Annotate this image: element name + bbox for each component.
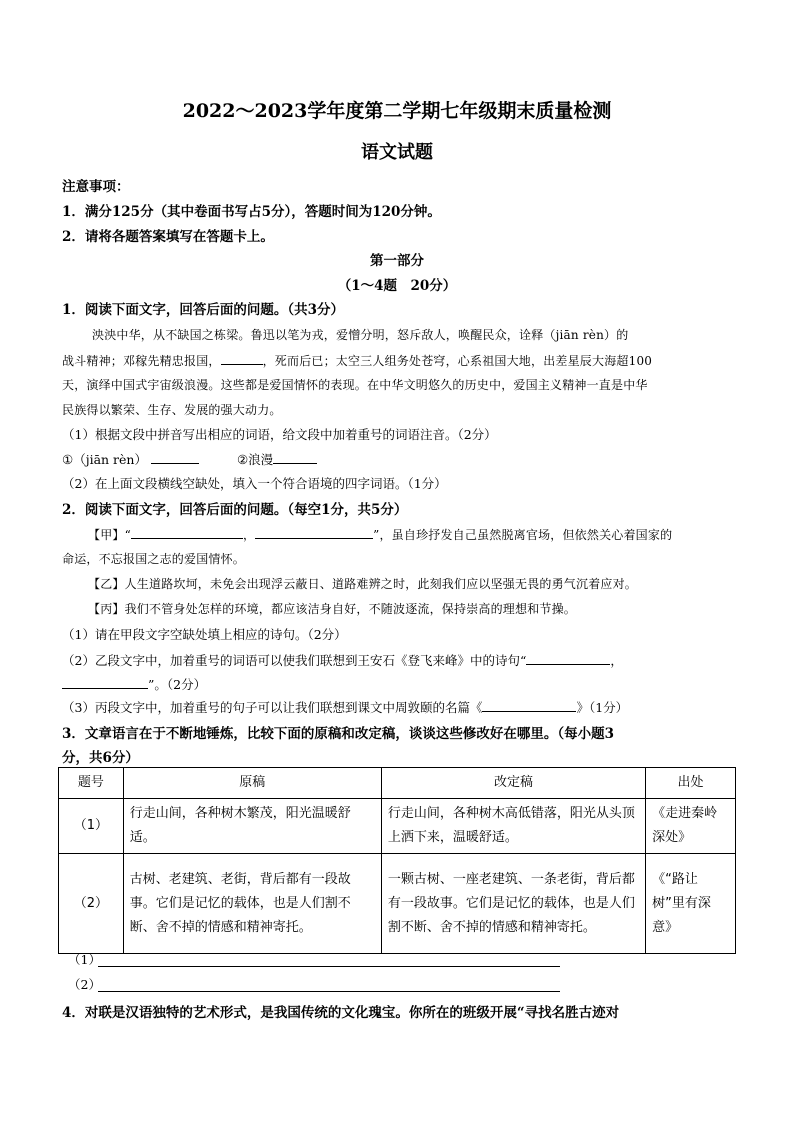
row-1-source: 《走进秦岭深处》 xyxy=(646,799,736,854)
q2-sub-3-close: 》（1分） xyxy=(576,700,629,715)
q2-stem: 2．阅读下面文字，回答后面的问题。（每空1分，共5分） xyxy=(62,502,408,518)
q1-sub-1b-blank xyxy=(273,450,317,464)
q3-stem-line-2: 分，共6分） xyxy=(62,750,139,766)
q2-jia-line-2: 命运，不忘报国之志的爱国情怀。 xyxy=(62,552,246,566)
notice-item-1: 1．满分125分（其中卷面书写占5分），答题时间为120分钟。 xyxy=(62,204,441,220)
q2-sub-3-blank xyxy=(482,698,576,712)
q2-jia-rest: ”，虽自珍抒发自己虽然脱离官场，但依然关心着国家的 xyxy=(373,528,673,542)
part-title: 第一部分 xyxy=(370,253,424,269)
table-row xyxy=(59,799,736,854)
q3-stem-line-1: 3．文章语言在于不断地锤炼，比较下面的原稿和改定稿，谈谈这些修改好在哪里。（每小题3 xyxy=(62,726,615,742)
q1-sub-1a-blank xyxy=(151,450,199,464)
q2-jia-blank-1 xyxy=(131,525,243,539)
q1-passage-line-4: 民族得以繁荣、生存、发展的强大动力。 xyxy=(62,403,282,417)
q2-jia-blank-2 xyxy=(255,525,373,539)
q1-sub-2: （2）在上面文段横线空缺处，填入一个符合语境的四字词语。（1分） xyxy=(62,476,447,491)
header-revised: 改定稿 xyxy=(381,768,645,799)
q2-yi: 【乙】人生道路坎坷，未免会出现浮云蔽日、道路难辨之时，此刻我们应以坚强无畏的勇气沉着应对。 xyxy=(88,577,638,591)
q1-passage-line-1: 泱泱中华，从不缺国之栋梁。鲁迅以笔为戎，爱憎分明，怒斥敌人，唤醒民众，诠释（jiān rèn）的 xyxy=(92,328,629,342)
notice-heading: 注意事项： xyxy=(62,179,130,195)
table-header-row xyxy=(59,768,736,799)
q1-sub-1b-label: ②浪漫 xyxy=(236,452,274,467)
q2-sub-2-text: （2）乙段文字中，加着重号的词语可以使我们联想到王安石《登飞来峰》中的诗句“ xyxy=(62,653,527,668)
q2-jia-line-1 xyxy=(88,525,672,543)
q2-sub-1: （1）请在甲段文字空缺处填上相应的诗句。（2分） xyxy=(62,627,347,642)
header-no: 题号 xyxy=(59,768,124,799)
row-2-source: 《“路让树”里有深意》 xyxy=(646,854,736,954)
exam-subtitle: 语文试题 xyxy=(361,142,433,163)
q1-sub-1-answers xyxy=(62,450,317,468)
q1-sub-1: （1）根据文段中拼音写出相应的词语，给文段中加着重号的词语注音。（2分） xyxy=(62,427,497,442)
notice-item-2: 2．请将各题答案填写在答题卡上。 xyxy=(62,229,274,245)
q1-blank-idiom xyxy=(221,351,263,365)
exam-title: 2022～2023学年度第二学期七年级期末质量检测 xyxy=(182,100,612,122)
q2-jia-open: 【甲】“ xyxy=(88,528,131,542)
q2-sub-2-line-2 xyxy=(62,675,206,693)
q1-passage-line-2 xyxy=(62,351,652,369)
q3-answer-1-label: （1） xyxy=(68,952,101,967)
q2-sub-2-close: ”。（2分） xyxy=(148,677,207,692)
row-1-original: 行走山间，各种树木繁茂，阳光温暖舒适。 xyxy=(123,799,381,854)
q2-sub-2-blank-2 xyxy=(62,675,148,689)
row-2-no: （2） xyxy=(59,854,124,954)
q2-sub-3-text: （3）丙段文字中，加着重号的句子可以让我们联想到课文中周敦颐的名篇《 xyxy=(62,700,483,715)
q3-answer-2-label: （2） xyxy=(68,977,101,992)
row-2-revised: 一颗古树、一座老建筑、一条老街，背后都有一段故事。它们是记忆的载体，也是人们割不断、舍不掉的情感和精神寄托。 xyxy=(381,854,645,954)
row-1-revised: 行走山间，各种树木高低错落，阳光从头顶上洒下来，温暖舒适。 xyxy=(381,799,645,854)
q2-sub-2-comma: ， xyxy=(610,653,623,668)
q3-answer-1-line xyxy=(98,966,560,967)
q4-stem: 4．对联是汉语独特的艺术形式，是我国传统的文化瑰宝。你所在的班级开展“寻找名胜古迹对 xyxy=(62,1005,620,1021)
row-2-original: 古树、老建筑、老街，背后都有一段故事。它们是记忆的载体，也是人们割不断、舍不掉的情感和精神寄托。 xyxy=(123,854,381,954)
table-row xyxy=(59,854,736,954)
q2-jia-comma: ， xyxy=(242,528,256,542)
part-range: （1～4题 20分） xyxy=(337,278,457,294)
q3-answer-2-line xyxy=(98,991,560,992)
revision-table xyxy=(58,767,736,954)
q1-passage-line-2a: 战斗精神；邓稼先精忠报国， xyxy=(62,354,221,368)
header-source: 出处 xyxy=(646,768,736,799)
header-original: 原稿 xyxy=(123,768,381,799)
q1-passage-line-3: 天，演绎中国式宇宙级浪漫。这些都是爱国情怀的表现。在中华文明悠久的历史中，爱国主义精神一直是中华 xyxy=(62,378,648,392)
q1-passage-line-2b: ，死而后已；太空三人组务处苍穹，心系祖国大地，出差星辰大海超100 xyxy=(262,354,653,368)
q2-sub-2-line-1 xyxy=(62,651,623,669)
q1-sub-1a-label: ①（jiān rèn） xyxy=(62,452,147,467)
q1-stem: 1．阅读下面文字，回答后面的问题。（共3分） xyxy=(62,302,345,318)
q2-bing: 【丙】我们不管身处怎样的环境，都应该洁身自好，不随波逐流，保持崇高的理想和节操。 xyxy=(88,602,577,616)
q2-sub-3 xyxy=(62,698,628,716)
row-1-no: （1） xyxy=(59,799,124,854)
q2-sub-2-blank-1 xyxy=(526,651,610,665)
